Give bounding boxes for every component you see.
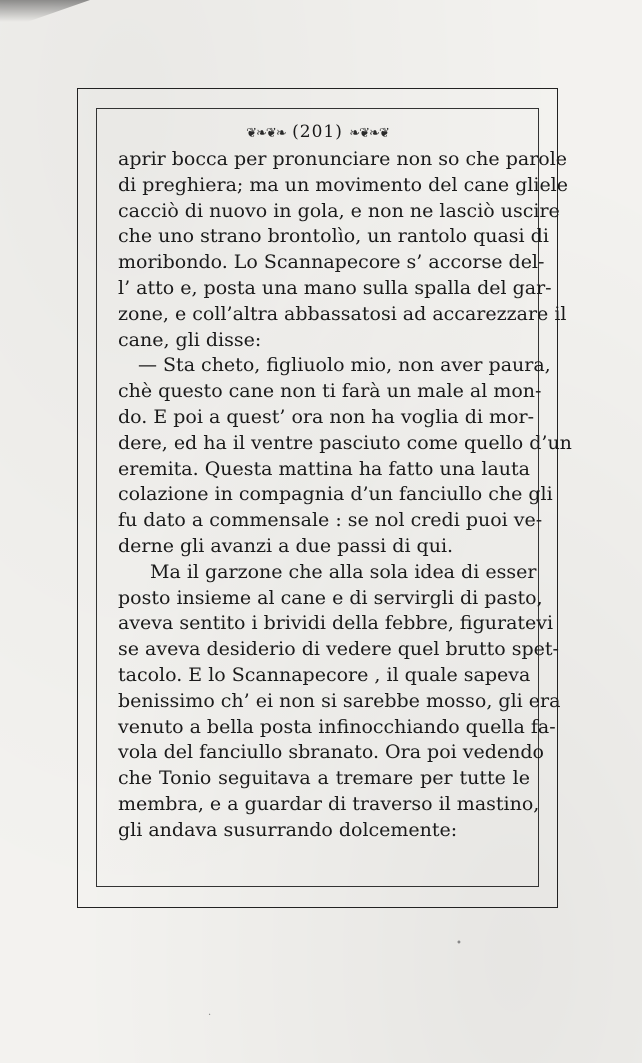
text-line: zone, e coll’altra abbassatosi ad accarezzare il	[118, 302, 567, 325]
text-line: venuto a bella posta infinocchiando quella fa-	[118, 715, 556, 738]
page-corner-stain	[0, 0, 90, 22]
paper-speck: •	[456, 938, 462, 949]
text-line: vola del fanciullo sbranato. Ora poi vedendo	[118, 741, 544, 764]
text-line: che Tonio seguitava a tremare per tutte le	[118, 767, 530, 790]
paper-speck: ·	[208, 1010, 212, 1021]
text-line: se aveva desiderio di vedere quel brutto spet-	[118, 638, 559, 661]
text-line: fu dato a commensale : se nol credi puoi ve-	[118, 509, 543, 532]
page-number-close: )	[335, 122, 343, 142]
page-header	[96, 122, 539, 142]
text-line: do. E poi a quest’ ora non ha voglia di mor-	[118, 405, 534, 428]
text-line: benissimo ch’ ei non si sarebbe mosso, gli era	[118, 689, 561, 712]
text-line: dere, ed ha il ventre pasciuto come quello d’un	[118, 431, 572, 454]
text-line: di preghiera; ma un movimento del cane gliele	[118, 173, 569, 196]
text-line: — Sta cheto, figliuolo mio, non aver paura,	[138, 354, 551, 377]
text-line: derne gli avanzi a due passi di qui.	[118, 534, 454, 557]
header-ornament-right: ❧❦❧❦	[349, 126, 389, 141]
text-line: Ma il garzone che alla sola idea di esser	[150, 560, 537, 583]
page-number: 201	[299, 122, 336, 142]
text-line: aveva sentito i brividi della febbre, figuratevi	[118, 612, 554, 635]
header-ornament-left: ❦❧❦❧	[246, 126, 286, 141]
text-line: tacolo. E lo Scannapecore , il quale sapeva	[118, 663, 531, 686]
text-line: posto insieme al cane e di servirgli di pasto,	[118, 586, 543, 609]
text-line: chè questo cane non ti farà un male al mon-	[118, 380, 542, 403]
text-line: eremita. Questa mattina ha fatto una lauta	[118, 457, 530, 480]
text-line: gli andava susurrando dolcemente:	[118, 818, 458, 841]
text-line: l’ atto e, posta una mano sulla spalla del gar-	[118, 276, 552, 299]
text-line: cacciò di nuovo in gola, e non ne lasciò uscire	[118, 199, 560, 222]
text-line: moribondo. Lo Scannapecore s’ accorse del-	[118, 251, 545, 274]
text-line: colazione in compagnia d’un fanciullo che gli	[118, 483, 553, 506]
text-line: membra, e a guardar di traverso il mastino,	[118, 792, 540, 815]
body-text	[118, 147, 572, 844]
page-number-open: (	[292, 122, 300, 142]
text-line: cane, gli disse:	[118, 328, 262, 351]
text-line: aprir bocca per pronunciare non so che parole	[118, 148, 568, 170]
text-line: che uno strano brontolìo, un rantolo quasi di	[118, 225, 549, 248]
